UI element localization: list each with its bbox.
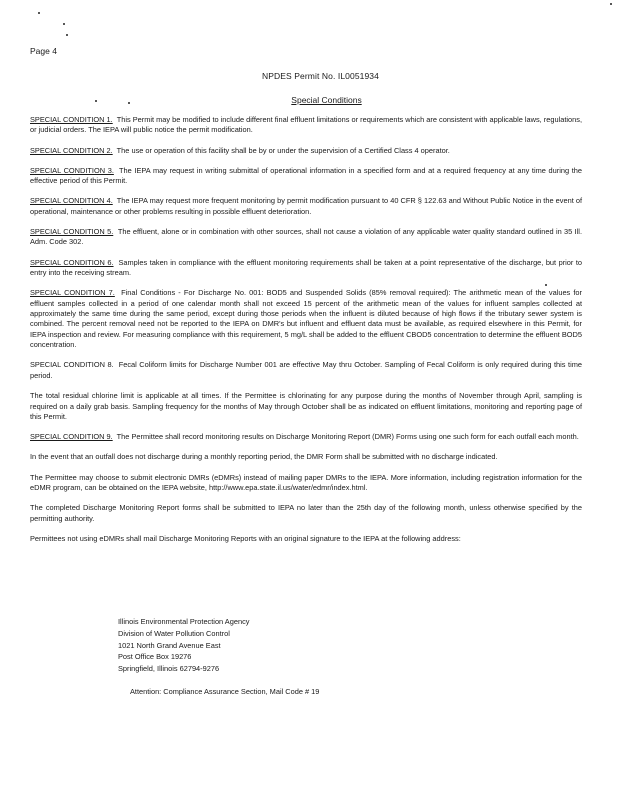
condition-label: SPECIAL CONDITION 3. xyxy=(30,165,114,175)
scan-speck xyxy=(66,34,68,36)
condition-text: The IEPA may request more frequent monitoring by permit modification pursuant to 40 CFR § 122.63 and Without Public Notice in the event of operational, maintenance or other problems resulting in possible effluent deterioration. xyxy=(30,196,582,216)
condition-text: This Permit may be modified to include different final effluent limitations or requirements which are consistent with applicable laws, regulations, or judicial orders. The IEPA will public notice the permit modification. xyxy=(30,115,583,135)
condition-label: SPECIAL CONDITION 8. xyxy=(30,360,114,370)
condition-label: SPECIAL CONDITION 9. xyxy=(30,432,113,442)
special-condition-3 xyxy=(30,166,582,187)
condition-text: The effluent, alone or in combination with other sources, shall not cause a violation of any applicable water quality standard outlined in 35 Ill. Adm. Code 302. xyxy=(30,227,582,247)
special-condition-4 xyxy=(30,196,582,217)
special-condition-2 xyxy=(30,146,582,156)
special-condition-7 xyxy=(30,288,582,350)
mail-paragraph: Permittees not using eDMRs shall mail Discharge Monitoring Reports with an original signature to the IEPA at the following address: xyxy=(30,533,461,543)
document-body xyxy=(30,115,582,554)
special-condition-5 xyxy=(30,227,582,248)
address-line: 1021 North Grand Avenue East xyxy=(118,640,221,650)
page-number: Page 4 xyxy=(30,46,57,56)
special-condition-1 xyxy=(30,115,582,136)
section-title: Special Conditions xyxy=(291,95,362,105)
scan-speck xyxy=(610,3,612,5)
condition-text: The IEPA may request in writing submittal of operational information in a specified form and at a required frequency at any time during the effective period of this Permit. xyxy=(30,165,582,186)
scan-speck xyxy=(38,12,40,14)
condition-label: SPECIAL CONDITION 1. xyxy=(30,115,113,124)
special-condition-9 xyxy=(30,432,582,442)
condition-text: Final Conditions - For Discharge No. 001: BOD5 and Suspended Solids (85% removal required): The arithmetic mean of the values for effluent samples collected in a period of one calendar month shall not exceed 15 percent of the arithmetic mean of the values for influent samples collected at approximately the same time during the same period, except during those periods when the influent is diluted because of high flows if the tributary sewer system is combined. The percent removal need not be reported to the IEPA on DMR's but influent and effluent data must be available, as required elsewhere in this Permit, for IEPA inspection and review. For measuring compliance with this requirement, 5 mg/L shall be added to the effluent CBOD5 concentration to determine the effluent BOD5 concentration. xyxy=(30,288,583,350)
condition-label: SPECIAL CONDITION 4. xyxy=(30,196,113,206)
condition-text: Samples taken in compliance with the effluent monitoring requirements shall be taken at a point representative of the discharge, but prior to entry into the receiving stream. xyxy=(30,257,582,278)
condition-text: The Permittee shall record monitoring results on Discharge Monitoring Report (DMR) Forms using one such form for each outfall each month. xyxy=(116,432,579,442)
special-condition-8 xyxy=(30,360,582,381)
address-line: Illinois Environmental Protection Agency xyxy=(118,617,250,626)
mailing-address xyxy=(118,616,249,675)
condition-label: SPECIAL CONDITION 6. xyxy=(30,257,114,267)
chlorine-paragraph: The total residual chlorine limit is applicable at all times. If the Permittee is chlorinating for any purpose during the months of November through April, sampling is required on a daily grab basis. Sampling frequency for the months of May through October shall be as indicated on effluent limitations, monitoring and reporting page of this Permit. xyxy=(30,391,582,421)
edmr-paragraph: The Permittee may choose to submit electronic DMRs (eDMRs) instead of mailing paper DMRs to the IEPA. More information, including registration information for the eDMR program, can be obtained on the IEPA website, http://www.epa.state.il.us/water/edmr/index.html. xyxy=(30,472,582,492)
condition-label: SPECIAL CONDITION 2. xyxy=(30,145,113,155)
permit-number: NPDES Permit No. IL0051934 xyxy=(262,71,379,81)
address-line: Springfield, Illinois 62794-9276 xyxy=(118,664,220,674)
scan-speck xyxy=(63,23,65,25)
condition-label: SPECIAL CONDITION 5. xyxy=(30,227,114,237)
no-discharge-paragraph: In the event that an outfall does not discharge during a monthly reporting period, the DMR Form shall be submitted with no discharge indicated. xyxy=(30,452,498,462)
attention-line: Attention: Compliance Assurance Section, Mail Code # 19 xyxy=(130,687,320,696)
deadline-paragraph: The completed Discharge Monitoring Report forms shall be submitted to IEPA no later than the 25th day of the following month, unless otherwise specified by the permitting authority. xyxy=(30,503,582,523)
address-line: Division of Water Pollution Control xyxy=(118,628,230,638)
condition-label: SPECIAL CONDITION 7. xyxy=(30,288,115,298)
special-condition-6 xyxy=(30,258,582,279)
condition-text: The use or operation of this facility shall be by or under the supervision of a Certified Class 4 operator. xyxy=(116,145,450,155)
condition-text: Fecal Coliform limits for Discharge Number 001 are effective May thru October. Sampling of Fecal Coliform is only required during this time period. xyxy=(30,360,582,380)
address-line: Post Office Box 19276 xyxy=(118,652,192,662)
